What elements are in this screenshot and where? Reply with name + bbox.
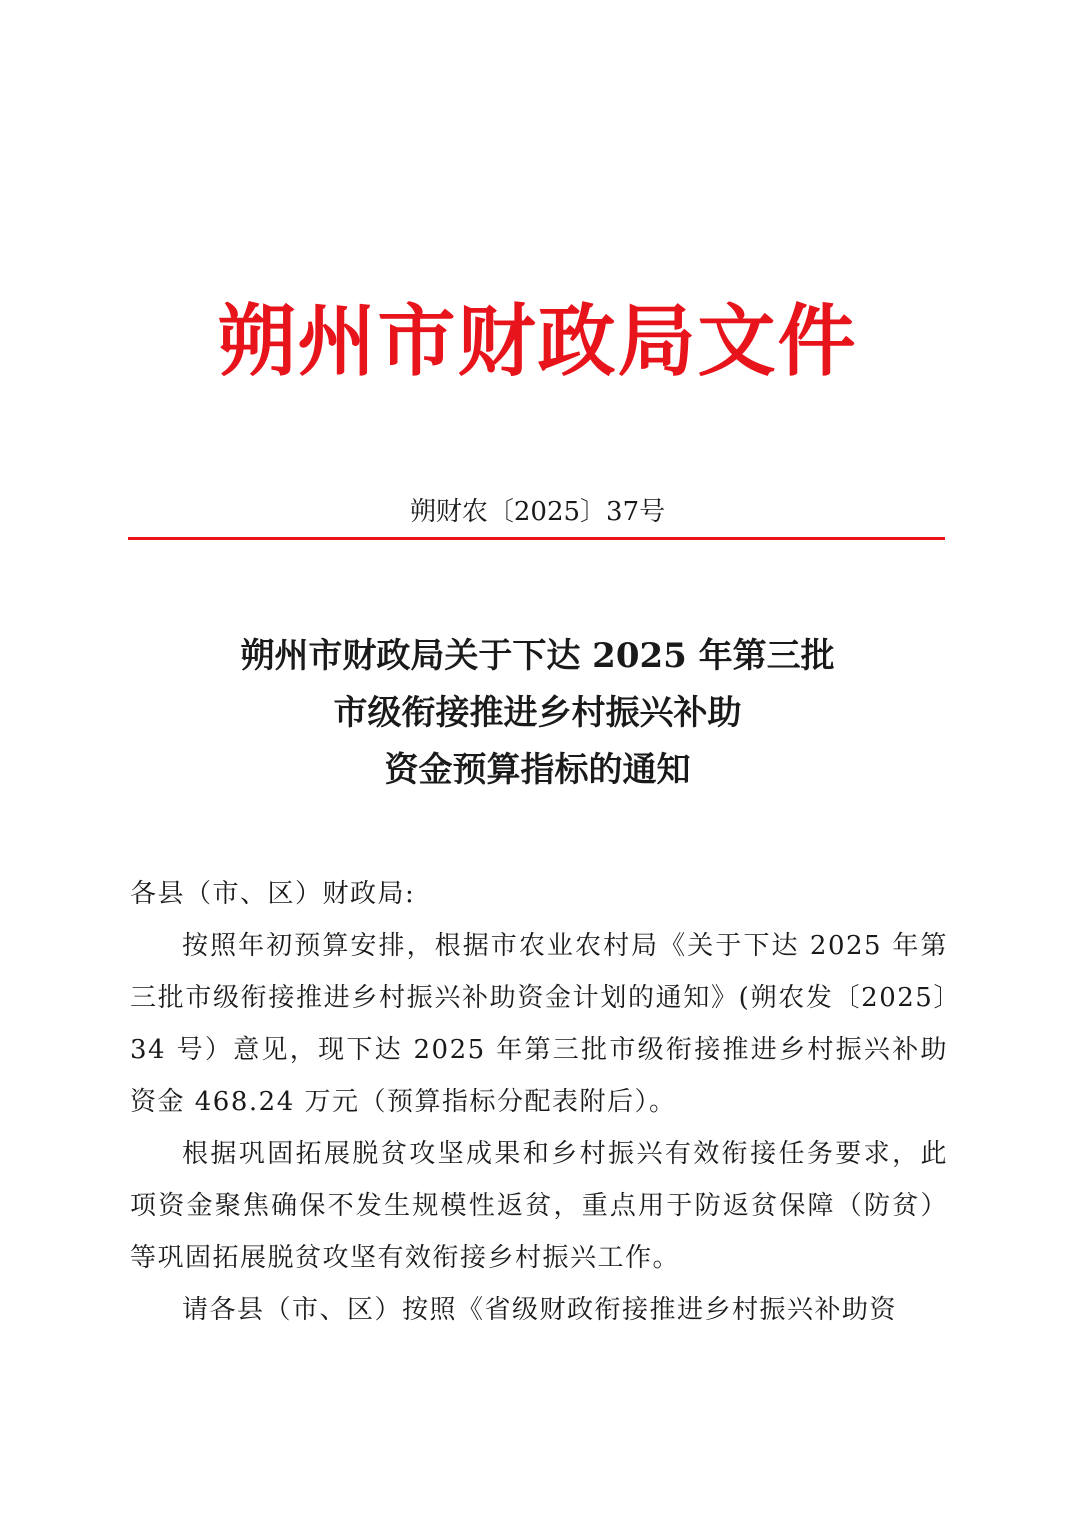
title-line-2: 市级衔接推进乡村振兴补助	[333, 693, 742, 733]
red-divider-line	[128, 537, 945, 540]
document-title	[0, 628, 1075, 799]
title-line-1: 朔州市财政局关于下达 2025 年第三批	[240, 636, 835, 676]
document-masthead: 朔州市财政局文件	[217, 296, 858, 387]
document-number: 朔财农〔2025〕37号	[409, 497, 666, 527]
body-paragraph-3: 请各县（市、区）按照《省级财政衔接推进乡村振兴补助资	[182, 1295, 898, 1325]
document-body	[130, 868, 948, 1336]
salutation: 各县（市、区）财政局:	[130, 879, 416, 909]
body-paragraph-1: 按照年初预算安排，根据市农业农村局《关于下达 2025 年第三批市级衔接推进乡村振兴补助资金计划的通知》(朔农发〔2025〕34 号）意见，现下达 2025 年第三批市级衔接推进乡村振兴补助资金 468.24 万元（预算指标分配表附后）。	[130, 931, 948, 1117]
body-paragraph-2: 根据巩固拓展脱贫攻坚成果和乡村振兴有效衔接任务要求，此项资金聚焦确保不发生规模性返贫，重点用于防返贫保障（防贫）等巩固拓展脱贫攻坚有效衔接乡村振兴工作。	[130, 1139, 948, 1273]
title-line-3: 资金预算指标的通知	[384, 750, 691, 790]
